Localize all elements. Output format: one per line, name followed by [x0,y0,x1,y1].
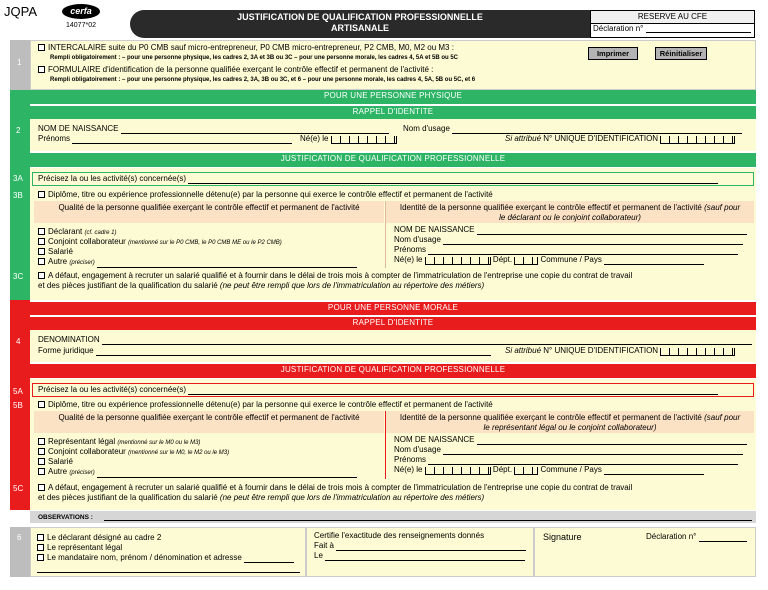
form-number: 14077*02 [66,22,96,29]
pp-r-nom-usage-field[interactable] [443,237,743,245]
pp-ne-le: Né(e) le [300,134,397,144]
pm-conjoint-option[interactable]: Conjoint collaborateur (mentionné sur le M0, le M2 ou le M3) [38,447,229,458]
intercalaire-option[interactable]: INTERCALAIRE suite du P0 CMB sauf micro-entrepreneur, P0 CMB micro-entrepreneur, P2 CMB, M0, M2 ou M3 : [38,43,454,53]
pm-r-prenoms: Prénoms [394,455,738,465]
pm-salarie-option[interactable]: Salarié [38,457,73,467]
pp-r-prenoms-field[interactable] [428,247,738,255]
pp-r-nom-naissance: NOM DE NAISSANCE [394,225,747,235]
pm-r-birthdate-field[interactable] [425,467,491,475]
declaration-number-field[interactable] [646,25,751,33]
s6-le-field[interactable] [325,553,525,561]
reset-button[interactable]: Réinitialiser [655,47,707,60]
pp-autre-field[interactable] [97,260,357,268]
observations-field[interactable] [104,513,752,521]
pm-numero-unique: Si attribué N° UNIQUE D'IDENTIFICATION [505,346,735,356]
s6-declaration-field[interactable] [699,534,747,542]
intercalaire-note: Rempli obligatoirement : – pour une personne physique, les cadres 2, 3A et 3B ou 3C – pour une personne morale, les cadres 4, 5A et 5B ou 5C [50,55,458,61]
pm-diplome-option[interactable]: Diplôme, titre ou expérience professionnelle détenu(e) par la personne qui exerce le contrôle effectif et permanent de l'activité [38,400,493,410]
pp-justif-bar: JUSTIFICATION DE QUALIFICATION PROFESSIONNELLE [30,153,756,167]
header-subtitle: ARTISANALE [331,23,389,33]
section-6-tab [10,527,30,577]
pp-diplome-option[interactable]: Diplôme, titre ou expérience professionnelle détenu(e) par la personne qui exerce le contrôle effectif et permanent de l'activité [38,190,493,200]
pm-r-dept-field[interactable] [514,467,538,475]
pm-r-ne-le: Né(e) le Dépt. Commune / Pays [394,465,704,475]
pp-r-dept-field[interactable] [514,257,538,265]
pp-col-divider [385,201,386,268]
section-3c-number: 3C [13,272,24,281]
pm-denomination: DENOMINATION [38,335,752,345]
pm-justif-bar: JUSTIFICATION DE QUALIFICATION PROFESSIONNELLE [30,364,756,378]
pm-autre-field[interactable] [97,470,357,478]
pp-r-nom-naissance-field[interactable] [477,227,747,235]
pp-diplome-checkbox[interactable] [38,191,45,198]
section-2-number: 2 [16,126,21,135]
declaration-label: Déclaration n° [593,24,644,33]
section-3a-number: 3A [13,174,23,183]
header-title-banner [130,10,590,38]
pm-forme: Forme juridique [38,346,491,356]
section-5b-number: 5B [13,401,23,410]
pp-autre-option[interactable]: Autre (préciser) [38,257,357,268]
pm-r-nom-usage-field[interactable] [443,447,743,455]
pp-r-ne-le: Né(e) le Dépt. Commune / Pays [394,255,704,265]
pm-denomination-field[interactable] [102,337,752,345]
cerfa-logo: cerfa [62,4,100,19]
pp-declarant-option[interactable]: Déclarant (cf. cadre 1) [38,227,117,238]
pp-r-nom-usage: Nom d'usage [394,235,743,245]
s6-signature: Signature [543,532,582,542]
pp-activites: Précisez la ou les activité(s) concernée(s) [38,174,718,184]
print-button[interactable]: Imprimer [588,47,638,60]
pp-salarie-option[interactable]: Salarié [38,247,73,257]
pp-nom-naissance: NOM DE NAISSANCE [38,124,389,134]
pm-col-left-header: Qualité de la personne qualifiée exerçant le contrôle effectif et permanent de l'activité [34,411,384,433]
s6-fait-a-field[interactable] [336,543,526,551]
pp-col-right-header: Identité de la personne qualifiée exerçant le contrôle effectif et permanent de l'activité (sauf pour le déclarant ou le conjoint collaborateur) [386,201,754,223]
pm-defaut-checkbox[interactable] [38,484,45,491]
pm-col-right-header: Identité de la personne qualifiée exerçant le contrôle effectif et permanent de l'activité (sauf pour le représentant légal ou le conjoint collaborateur) [386,411,754,433]
pp-nom-usage-field[interactable] [452,126,742,134]
pm-activites: Précisez la ou les activité(s) concernée(s) [38,385,718,395]
s6-certifie: Certifie l'exactitude des renseignements donnés [314,531,485,540]
pm-r-nom-naissance-field[interactable] [477,437,747,445]
section-6-number: 6 [17,533,22,542]
pm-r-nom-naissance: NOM DE NAISSANCE [394,435,747,445]
pp-rappel-bar: RAPPEL D'IDENTITE [30,106,756,119]
section-5a-number: 5A [13,387,23,396]
pm-bar: POUR UNE PERSONNE MORALE [30,302,756,315]
pm-siren-field[interactable] [660,348,735,356]
pp-conjoint-option[interactable]: Conjoint collaborateur (mentionné sur le P0 CMB, le P0 CMB ME ou le P2 CMB) [38,237,282,248]
pm-defaut-option[interactable]: A défaut, engagement à recruter un salarié qualifié et à fournir dans le délai de trois mois à compter de l'immatriculation de l'entreprise une copie du contrat de travail [38,483,632,493]
reserve-label: RESERVE AU CFE [591,11,754,24]
pm-r-nom-usage: Nom d'usage [394,445,743,455]
pp-defaut-option[interactable]: A défaut, engagement à recruter un salarié qualifié et à fournir dans le délai de trois mois à compter de l'immatriculation de l'entreprise une copie du contrat de travail [38,271,632,281]
intercalaire-checkbox[interactable] [38,44,45,51]
pm-forme-field[interactable] [96,348,491,356]
s6-mandataire-option[interactable]: Le mandataire nom, prénom / dénomination et adresse [37,553,294,563]
pm-rappel-bar: RAPPEL D'IDENTITE [30,317,756,330]
s6-le: Le [314,551,525,561]
pp-prenoms-field[interactable] [72,136,292,144]
reserve-box [590,10,755,38]
s6-declaration: Déclaration n° [646,532,747,542]
pp-prenoms: Prénoms [38,134,292,144]
pp-numero-unique: Si attribué N° UNIQUE D'IDENTIFICATION [505,134,735,144]
pp-nom-naissance-field[interactable] [121,126,389,134]
pp-col-left-header: Qualité de la personne qualifiée exerçant le contrôle effectif et permanent de l'activité [34,201,384,223]
section-4-number: 4 [16,337,21,346]
pp-birthdate-field[interactable] [331,136,397,144]
formulaire-option[interactable]: FORMULAIRE d'identification de la personne qualifiée exerçant le contrôle effectif et permanent de l'activité : [38,65,433,75]
pm-autre-option[interactable]: Autre (préciser) [38,467,357,478]
pp-r-birthdate-field[interactable] [425,257,491,265]
pm-r-prenoms-field[interactable] [428,457,738,465]
pm-representant-option[interactable]: Représentant légal (mentionné sur le M0 ou le M3) [38,437,200,448]
pp-nom-usage: Nom d'usage [403,124,742,134]
s6-representant-option[interactable]: Le représentant légal [37,543,122,553]
pp-r-commune-field[interactable] [604,257,704,265]
s6-declarant-option[interactable]: Le déclarant désigné au cadre 2 [37,533,161,543]
pp-activites-field[interactable] [188,176,718,184]
formulaire-note: Rempli obligatoirement : – pour une personne physique, les cadres 2, 3A, 3B ou 3C, et 6 – pour une personne morale, les cadres 4, 5A, 5B ou 5C, et 6 [50,77,476,83]
pm-col-divider [385,411,386,479]
observations-label: OBSERVATIONS : [38,514,93,521]
section-1-number: 1 [17,58,22,67]
s6-mandataire-field[interactable] [244,555,294,563]
formulaire-checkbox[interactable] [38,66,45,73]
header-title: JUSTIFICATION DE QUALIFICATION PROFESSIONNELLE [237,12,483,22]
pm-r-commune-field[interactable] [604,467,704,475]
section-5c-number: 5C [13,484,24,493]
pp-defaut-line2: et des pièces justifiant de la qualification du salarié (ne peut être rempli que lors de l'immatriculation au répertoire des métiers) [38,281,485,290]
pp-defaut-checkbox[interactable] [38,272,45,279]
pm-defaut-line2: et des pièces justifiant de la qualification du salarié (ne peut être rempli que lors de l'immatriculation au répertoire des métiers) [38,493,485,502]
pp-siren-field[interactable] [660,136,735,144]
form-code: JQPA [4,4,37,19]
section-1-tab [10,40,30,90]
pp-r-prenoms: Prénoms [394,245,738,255]
pp-bar: POUR UNE PERSONNE PHYSIQUE [30,90,756,104]
pm-diplome-checkbox[interactable] [38,401,45,408]
s6-mandataire-field-2[interactable] [37,565,300,573]
pm-activites-field[interactable] [188,387,718,395]
s6-fait-a: Fait à [314,541,526,551]
section-3b-number: 3B [13,191,23,200]
